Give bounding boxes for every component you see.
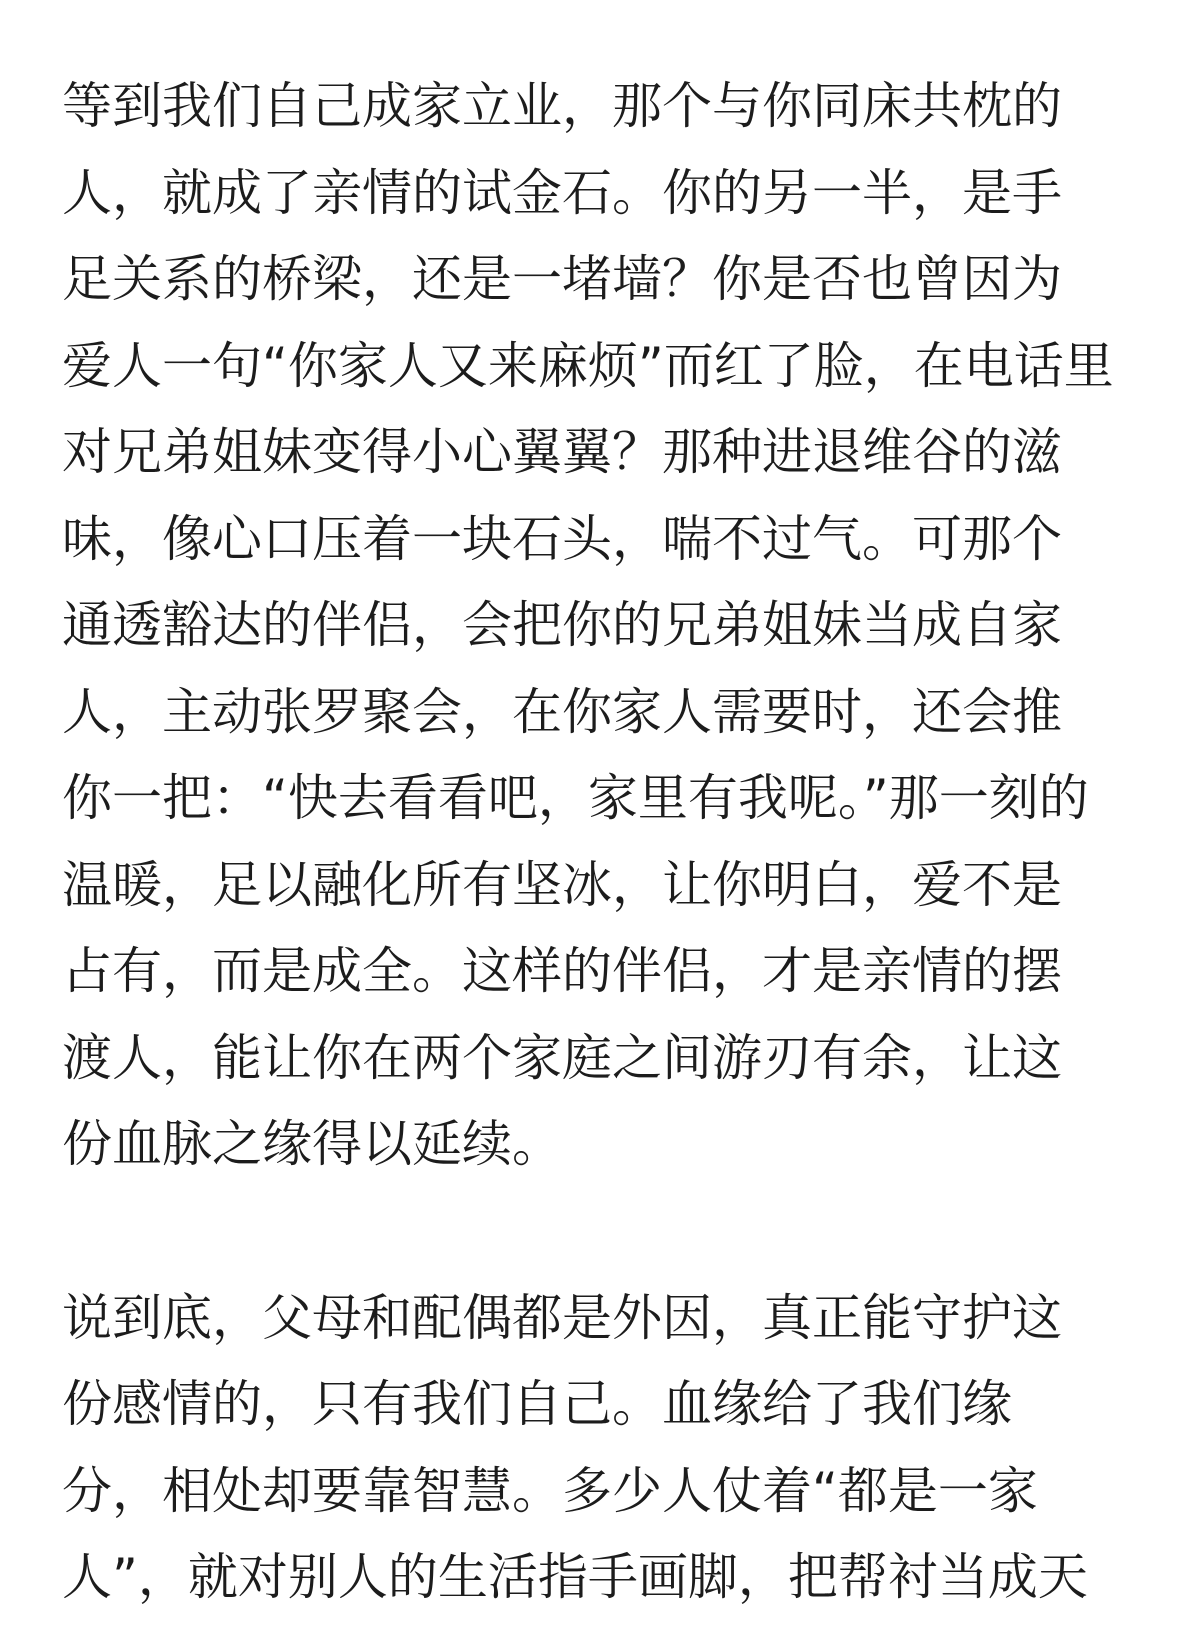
text-line: 份血脉之缘得以延续。: [62, 1115, 562, 1173]
text-line: 通透豁达的伴侣，会把你的兄弟姐妹当成自家: [62, 596, 1062, 654]
text-line: 渡人，能让你在两个家庭之间游刃有余，让这: [62, 1028, 1062, 1087]
text-line: 份感情的，只有我们自己。血缘给了我们缘: [62, 1375, 1012, 1433]
text-line: 味，像心口压着一块石头，喘不过气。可那个: [62, 509, 1062, 568]
text-line: 你一把：“快去看看吧，家里有我呢。”那一刻的: [62, 769, 1089, 827]
text-line: 人”，就对别人的生活指手画脚，把帮衬当成天: [62, 1548, 1088, 1606]
text-line: 人，主动张罗聚会，在你家人需要时，还会推: [62, 682, 1062, 741]
text-line: 爱人一句“你家人又来麻烦”而红了脸，在电话里: [62, 336, 1114, 395]
text-line: 足关系的桥梁，还是一堵墙？你是否也曾因为: [62, 250, 1062, 308]
text-line: 温暖，足以融化所有坚冰，让你明白，爱不是: [62, 855, 1062, 914]
text-line: 说到底，父母和配偶都是外因，真正能守护这: [62, 1288, 1062, 1347]
text-line: 分，相处却要靠智慧。多少人仗着“都是一家: [62, 1461, 1038, 1520]
paragraph-1: [62, 63, 1117, 1188]
article-body: [62, 63, 1117, 1621]
text-line: 占有，而是成全。这样的伴侣，才是亲情的摆: [62, 942, 1062, 1000]
paragraph-2: [62, 1275, 1117, 1621]
text-line: 对兄弟姐妹变得小心翼翼？那种进退维谷的滋: [62, 423, 1062, 481]
text-line: 等到我们自己成家立业，那个与你同床共枕的: [62, 77, 1062, 135]
text-line: 人，就成了亲情的试金石。你的另一半，是手: [62, 163, 1062, 222]
